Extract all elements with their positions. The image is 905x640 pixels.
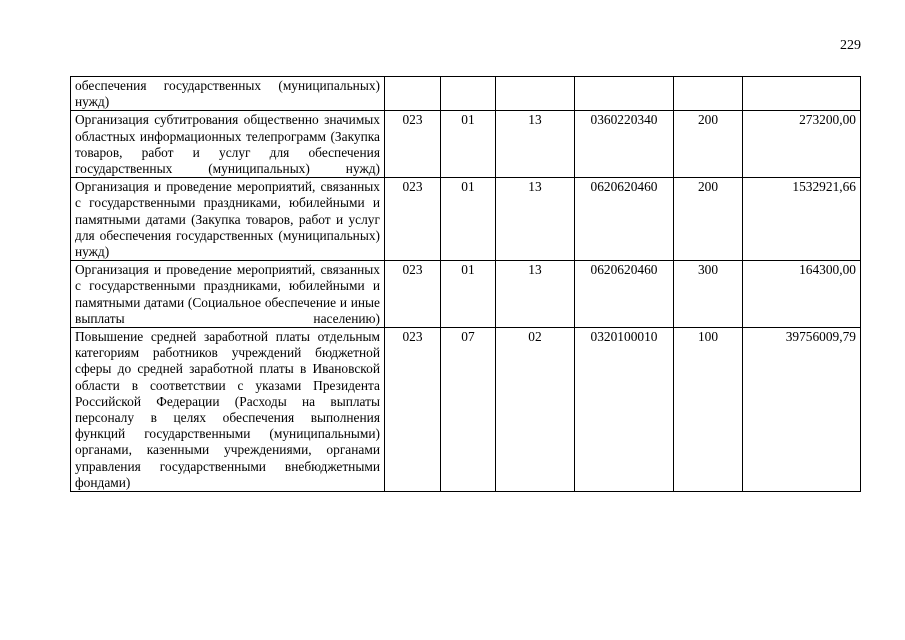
row-description: Организация субтитрования общественно значимых областных информационных телепрограмм (Закупка товаров, работ и услуг для обеспечения государственных (муниципальных) нужд) <box>71 111 385 178</box>
amount-value: 1532921,66 <box>743 178 861 261</box>
subsection-code: 13 <box>496 111 575 178</box>
section-code: 07 <box>441 328 496 492</box>
expense-type-code: 100 <box>674 328 743 492</box>
expense-type-code <box>674 77 743 111</box>
target-article-code <box>575 77 674 111</box>
table-row <box>71 111 861 178</box>
section-code: 01 <box>441 178 496 261</box>
ministry-code: 023 <box>385 111 441 178</box>
table-row <box>71 261 861 328</box>
section-code: 01 <box>441 261 496 328</box>
expense-type-code: 200 <box>674 178 743 261</box>
section-code <box>441 77 496 111</box>
row-description: Организация и проведение мероприятий, связанных с государственными праздниками, юбилейными и памятными датами (Закупка товаров, работ и услуг для обеспечения государственных (муниципальных) нужд) <box>71 178 385 261</box>
budget-table <box>70 76 861 492</box>
expense-type-code: 200 <box>674 111 743 178</box>
row-description: Повышение средней заработной платы отдельным категориям работников учреждений бюджетной сферы до средней заработной платы в Ивановской области в соответствии с указами Президента Российской Федерации (Расходы на выплаты персоналу в целях обеспечения выполнения функций государственными (муниципальными) органами, казенными учреждениями, органами управления государственными внебюджетными фондами) <box>71 328 385 492</box>
subsection-code: 02 <box>496 328 575 492</box>
amount-value: 164300,00 <box>743 261 861 328</box>
table-row <box>71 77 861 111</box>
amount-value <box>743 77 861 111</box>
subsection-code: 13 <box>496 261 575 328</box>
ministry-code: 023 <box>385 178 441 261</box>
expense-type-code: 300 <box>674 261 743 328</box>
amount-value: 273200,00 <box>743 111 861 178</box>
subsection-code: 13 <box>496 178 575 261</box>
target-article-code: 0320100010 <box>575 328 674 492</box>
page-number: 229 <box>840 38 861 53</box>
table-row <box>71 328 861 492</box>
row-description: Организация и проведение мероприятий, связанных с государственными праздниками, юбилейными и памятными датами (Социальное обеспечение и иные выплаты населению) <box>71 261 385 328</box>
table-row <box>71 178 861 261</box>
target-article-code: 0620620460 <box>575 178 674 261</box>
ministry-code: 023 <box>385 328 441 492</box>
target-article-code: 0360220340 <box>575 111 674 178</box>
row-description: обеспечения государственных (муниципальных) нужд) <box>71 77 385 111</box>
ministry-code: 023 <box>385 261 441 328</box>
target-article-code: 0620620460 <box>575 261 674 328</box>
section-code: 01 <box>441 111 496 178</box>
amount-value: 39756009,79 <box>743 328 861 492</box>
subsection-code <box>496 77 575 111</box>
ministry-code <box>385 77 441 111</box>
